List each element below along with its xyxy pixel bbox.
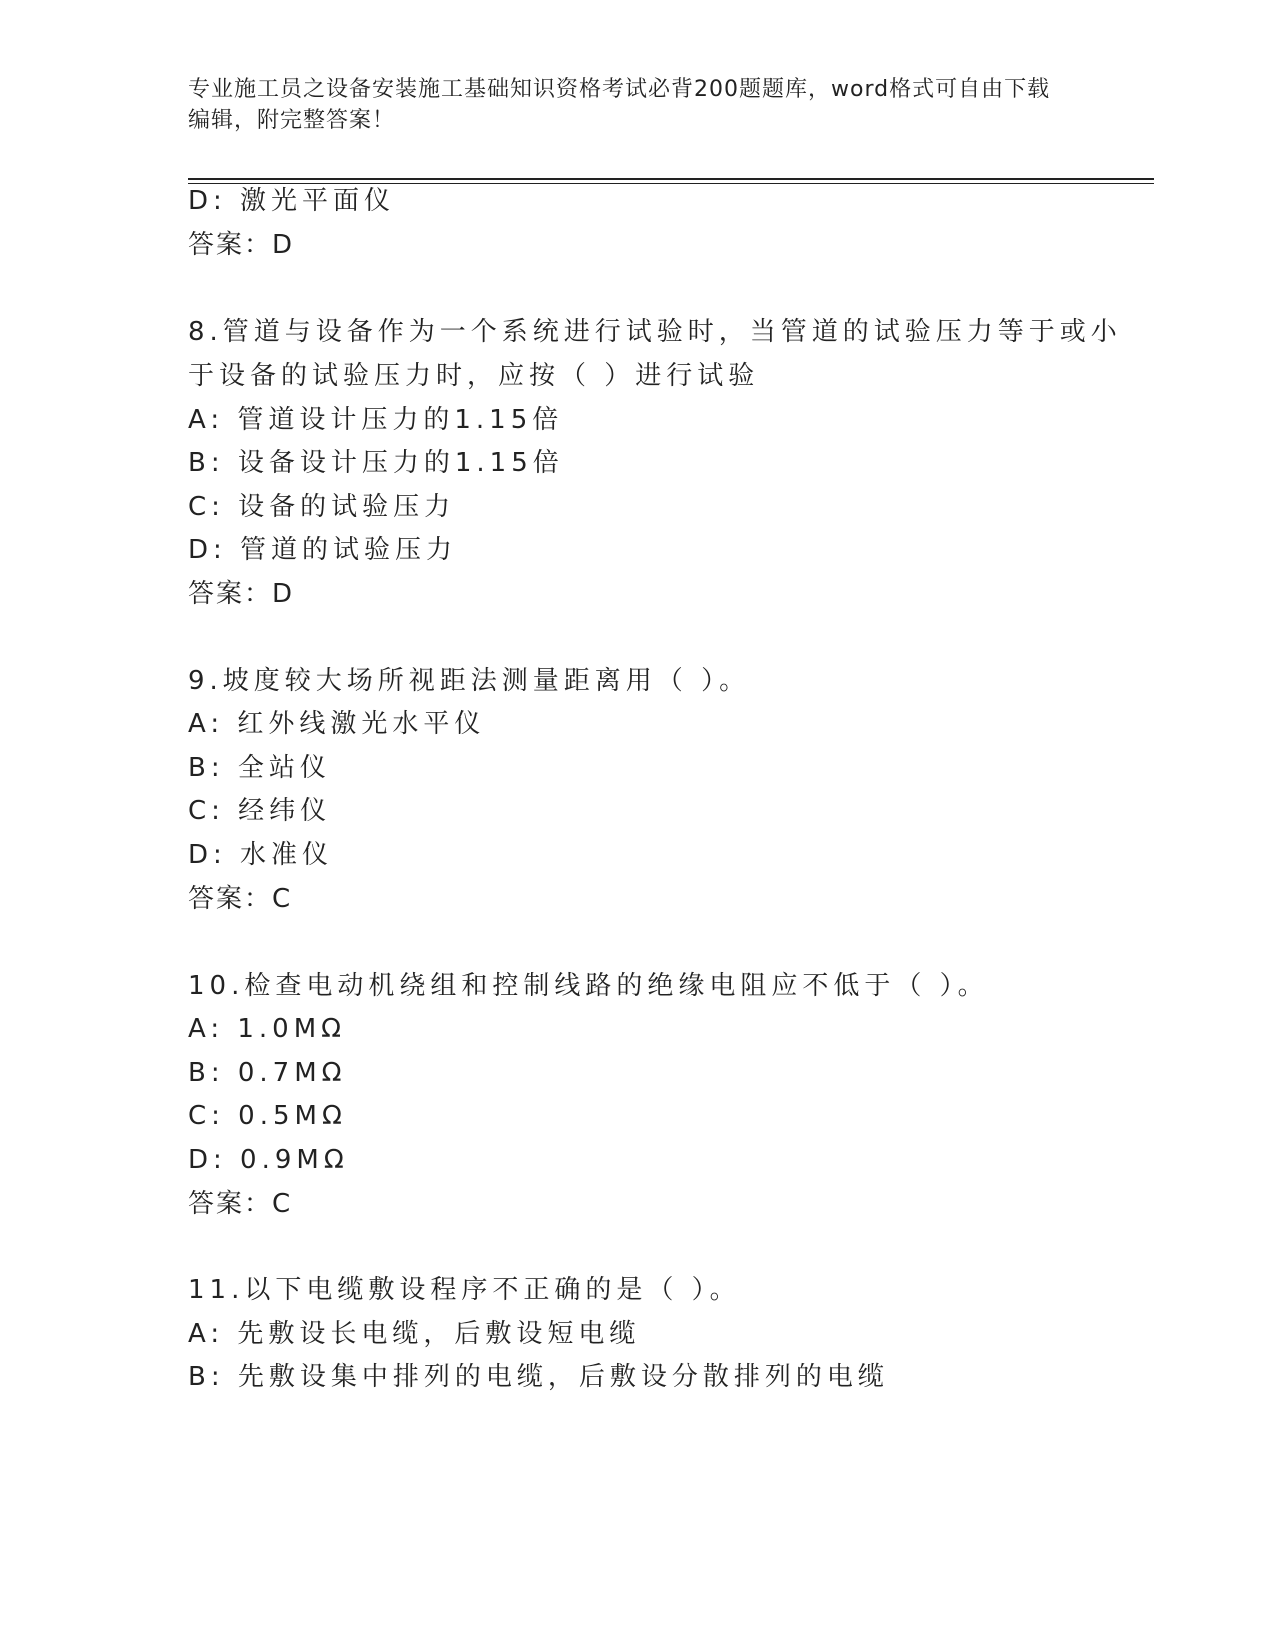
q9-answer: 答案：C [188, 884, 293, 914]
q9-option-b: B: 全站仪 [188, 753, 331, 783]
q8-text-line1: 8.管道与设备作为一个系统进行试验时，当管道的试验压力等于或小 [188, 317, 1122, 347]
q10-option-d: D: 0.9MΩ [188, 1145, 349, 1175]
prev-answer: 答案：D [188, 230, 295, 260]
document-header: 专业施工员之设备安装施工基础知识资格考试必背200题题库，word格式可自由下载编辑，附完整答案！ [188, 77, 1051, 133]
q10-option-c: C: 0.5MΩ [188, 1101, 347, 1131]
q11-option-a: A: 先敷设长电缆，后敷设短电缆 [188, 1319, 641, 1349]
q8-option-d: D: 管道的试验压力 [188, 535, 458, 565]
q10-option-b: B: 0.7MΩ [188, 1058, 347, 1088]
q9-option-c: C: 经纬仪 [188, 796, 332, 826]
q11-text-line1: 11.以下电缆敷设程序不正确的是（ ）。 [188, 1275, 741, 1305]
q8-option-c: C: 设备的试验压力 [188, 492, 456, 522]
q8-answer: 答案：D [188, 579, 295, 609]
q10-option-a: A: 1.0MΩ [188, 1014, 347, 1044]
q8-option-a: A: 管道设计压力的1.15倍 [188, 405, 564, 435]
q9-option-a: A: 红外线激光水平仪 [188, 709, 486, 739]
prev-option-d: D: 激光平面仪 [188, 186, 396, 216]
q10-text-line1: 10.检查电动机绕组和控制线路的绝缘电阻应不低于（ ）。 [188, 971, 989, 1001]
q8-option-b: B: 设备设计压力的1.15倍 [188, 448, 564, 478]
header-rule-thick [188, 178, 1154, 180]
q9-option-d: D: 水准仪 [188, 840, 334, 870]
q8-text-line2: 于设备的试验压力时，应按（ ）进行试验 [188, 361, 760, 391]
q10-answer: 答案：C [188, 1189, 293, 1219]
q9-text-line1: 9.坡度较大场所视距法测量距离用（ ）。 [188, 666, 751, 696]
q11-option-b: B: 先敷设集中排列的电缆，后敷设分散排列的电缆 [188, 1362, 889, 1392]
